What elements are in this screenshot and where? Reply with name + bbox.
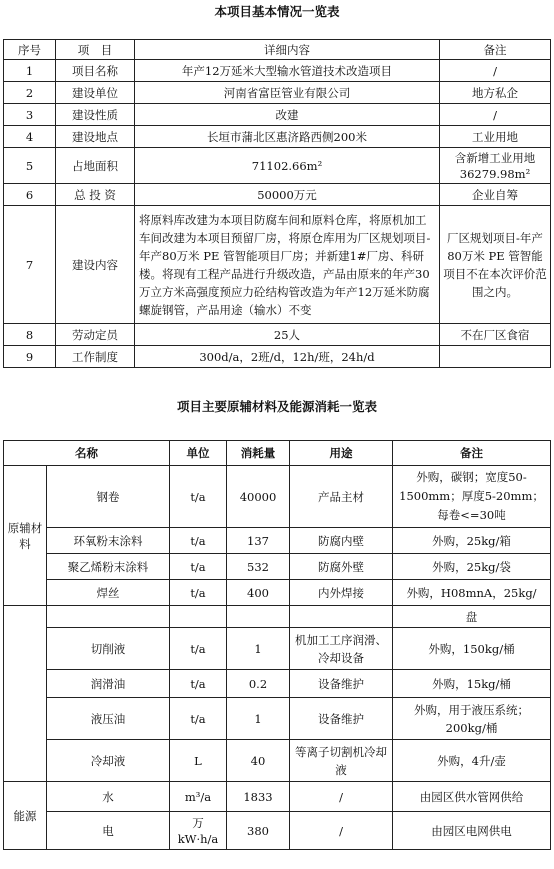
- row-note: 外购，150kg/桶: [393, 628, 551, 670]
- row-note: 由园区电网供电: [393, 812, 551, 850]
- table2-header-row: [4, 441, 551, 466]
- row-item: 占地面积: [56, 148, 135, 184]
- row-no: 6: [4, 184, 56, 206]
- row-name: 液压油: [47, 698, 170, 740]
- row-note: [440, 346, 551, 368]
- row-unit: L: [170, 740, 227, 782]
- row-use: /: [290, 782, 393, 812]
- row-use: 防腐内壁: [290, 528, 393, 554]
- header-unit: 单位: [170, 441, 227, 466]
- table-row: [4, 148, 551, 184]
- row-note: 工业用地: [440, 126, 551, 148]
- table-row: [4, 324, 551, 346]
- header-note: 备注: [393, 441, 551, 466]
- table-row: [4, 184, 551, 206]
- table-row: [4, 82, 551, 104]
- row-name: 焊丝: [47, 580, 170, 606]
- row-no: 2: [4, 82, 56, 104]
- table-row: [4, 466, 551, 528]
- table-row: [4, 346, 551, 368]
- row-note: 外购，25kg/袋: [393, 554, 551, 580]
- row-detail: 50000万元: [135, 184, 440, 206]
- group-raw-materials: 原辅材料: [4, 466, 47, 606]
- row-use: 机加工工序润滑、冷却设备: [290, 628, 393, 670]
- row-unit: t/a: [170, 698, 227, 740]
- row-no: 4: [4, 126, 56, 148]
- row-note: /: [440, 104, 551, 126]
- row-item: 总 投 资: [56, 184, 135, 206]
- row-item: 建设单位: [56, 82, 135, 104]
- row-name: 切削液: [47, 628, 170, 670]
- row-amount: 1: [227, 628, 290, 670]
- row-detail: 河南省富臣管业有限公司: [135, 82, 440, 104]
- row-item: 工作制度: [56, 346, 135, 368]
- row-note: 不在厂区食宿: [440, 324, 551, 346]
- row-name: 钢卷: [47, 466, 170, 528]
- header-name: 名称: [4, 441, 170, 466]
- table2-title: 项目主要原辅材料及能源消耗一览表: [176, 399, 377, 414]
- group-aux-blank: [4, 606, 47, 782]
- row-unit-empty: [170, 606, 227, 628]
- table-row: [4, 628, 551, 670]
- row-no: 7: [4, 206, 56, 324]
- row-note: 外购，4升/壶: [393, 740, 551, 782]
- row-amount-empty: [227, 606, 290, 628]
- row-detail: 25人: [135, 324, 440, 346]
- row-amount: 40: [227, 740, 290, 782]
- row-note-continued: 盘: [393, 606, 551, 628]
- table-row: [4, 670, 551, 698]
- row-item: 建设性质: [56, 104, 135, 126]
- row-amount: 40000: [227, 466, 290, 528]
- row-use: 设备维护: [290, 670, 393, 698]
- row-no: 3: [4, 104, 56, 126]
- row-no: 9: [4, 346, 56, 368]
- group-energy: 能源: [4, 782, 47, 850]
- row-note: 厂区规划项目-年产80万米 PE 管智能项目不在本次评价范围之内。: [440, 206, 551, 324]
- table-row: [4, 812, 551, 850]
- row-name: 环氧粉末涂料: [47, 528, 170, 554]
- header-detail: 详细内容: [135, 40, 440, 60]
- row-note: 地方私企: [440, 82, 551, 104]
- table1-header-row: [4, 40, 551, 60]
- table-row: [4, 126, 551, 148]
- row-item: 劳动定员: [56, 324, 135, 346]
- row-unit: t/a: [170, 670, 227, 698]
- header-no: 序号: [4, 40, 56, 60]
- header-use: 用途: [290, 441, 393, 466]
- row-note: 含新增工业用地36279.98m²: [440, 148, 551, 184]
- row-unit: t/a: [170, 554, 227, 580]
- row-item: 建设地点: [56, 126, 135, 148]
- row-no: 8: [4, 324, 56, 346]
- table-row: [4, 104, 551, 126]
- row-amount: 0.2: [227, 670, 290, 698]
- row-item: 建设内容: [56, 206, 135, 324]
- row-item: 项目名称: [56, 60, 135, 82]
- row-note: 外购，碳钢；宽度50-1500mm；厚度5-20mm；每卷<=30吨: [393, 466, 551, 528]
- row-name: 冷却液: [47, 740, 170, 782]
- row-use: 内外焊接: [290, 580, 393, 606]
- row-use-empty: [290, 606, 393, 628]
- table-row: [4, 740, 551, 782]
- row-amount: 1833: [227, 782, 290, 812]
- row-use: 防腐外壁: [290, 554, 393, 580]
- table-row: [4, 698, 551, 740]
- row-detail: 改建: [135, 104, 440, 126]
- row-unit: t/a: [170, 466, 227, 528]
- table-row: [4, 782, 551, 812]
- row-name: 水: [47, 782, 170, 812]
- row-detail: 300d/a，2班/d，12h/班，24h/d: [135, 346, 440, 368]
- row-name: 电: [47, 812, 170, 850]
- row-unit: m³/a: [170, 782, 227, 812]
- row-note: 外购，用于液压系统；200kg/桶: [393, 698, 551, 740]
- row-note: 企业自筹: [440, 184, 551, 206]
- row-detail: 71102.66m²: [135, 148, 440, 184]
- row-unit: t/a: [170, 580, 227, 606]
- table-row-continued: [4, 606, 551, 628]
- row-use: 等离子切割机冷却液: [290, 740, 393, 782]
- table-row: [4, 206, 551, 324]
- basic-info-table: [3, 39, 551, 368]
- row-unit: t/a: [170, 528, 227, 554]
- row-amount: 400: [227, 580, 290, 606]
- table-row: [4, 554, 551, 580]
- row-no: 1: [4, 60, 56, 82]
- header-amount: 消耗量: [227, 441, 290, 466]
- table1-title: 本项目基本情况一览表: [214, 4, 340, 19]
- row-note: /: [440, 60, 551, 82]
- row-amount: 137: [227, 528, 290, 554]
- row-note: 外购，H08mnA，25kg/: [393, 580, 551, 606]
- row-use: 设备维护: [290, 698, 393, 740]
- row-amount: 1: [227, 698, 290, 740]
- row-amount: 532: [227, 554, 290, 580]
- materials-table: [3, 440, 551, 850]
- row-use: 产品主材: [290, 466, 393, 528]
- table-row: [4, 580, 551, 606]
- row-name: 聚乙烯粉末涂料: [47, 554, 170, 580]
- row-note: 外购，25kg/箱: [393, 528, 551, 554]
- header-note: 备注: [440, 40, 551, 60]
- row-unit: t/a: [170, 628, 227, 670]
- row-use: /: [290, 812, 393, 850]
- row-name: 润滑油: [47, 670, 170, 698]
- table-row: [4, 528, 551, 554]
- header-item: 项 目: [56, 40, 135, 60]
- table-row: [4, 60, 551, 82]
- row-detail: 长垣市蒲北区惠济路西侧200米: [135, 126, 440, 148]
- row-amount: 380: [227, 812, 290, 850]
- row-name-empty: [47, 606, 170, 628]
- row-note: 外购，15kg/桶: [393, 670, 551, 698]
- row-detail: 年产12万延米大型输水管道技术改造项目: [135, 60, 440, 82]
- row-note: 由园区供水管网供给: [393, 782, 551, 812]
- row-unit: 万kW·h/a: [170, 812, 227, 850]
- row-detail: 将原料库改建为本项目防腐车间和原料仓库，将原机加工车间改建为本项目预留厂房，将原仓库用为厂区规划项目-年产80万米 PE 管智能项目厂房；并新建1#厂房、科研楼。将现有工程产品进行升级改造，产品由原来的年产30 万立方米高强度预应力砼结构管改造为年产12万延米防腐螺旋钢管，产品用途（输水）不变: [135, 206, 440, 324]
- row-no: 5: [4, 148, 56, 184]
